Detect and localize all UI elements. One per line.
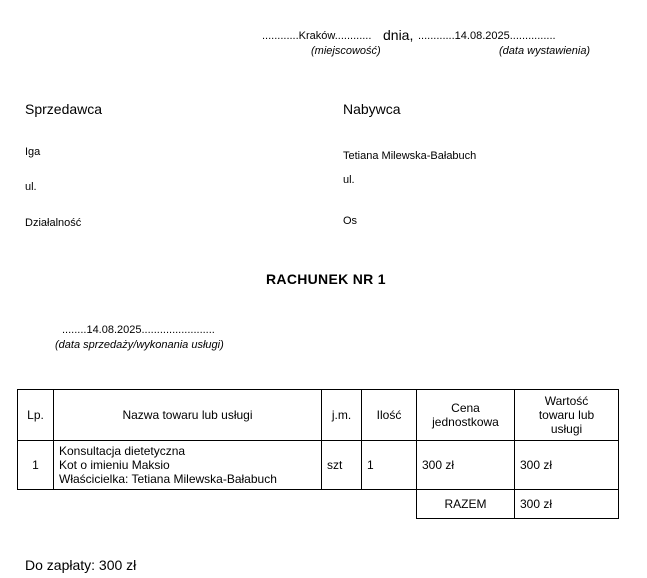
issue-date-caption: (data wystawienia) xyxy=(499,45,591,57)
row-name xyxy=(54,441,322,490)
buyer-street: ul. xyxy=(343,174,355,186)
sale-date-caption: (data sprzedaży/wykonania usługi) xyxy=(55,339,224,351)
seller-street: ul. xyxy=(25,181,37,193)
buyer-name: Tetiana Milewska-Bałabuch xyxy=(343,150,477,162)
row-qty: 1 xyxy=(362,441,417,490)
seller-heading: Sprzedawca xyxy=(25,101,103,117)
row-unit: szt xyxy=(322,441,362,490)
total-row xyxy=(18,490,619,519)
total-value: 300 zł xyxy=(515,490,619,519)
seller-name: Iga xyxy=(25,146,41,158)
table-header-row xyxy=(18,390,619,441)
buyer-heading: Nabywca xyxy=(343,101,401,117)
header-unit: j.m. xyxy=(322,390,362,441)
sale-date-field: ........14.08.2025........................ xyxy=(62,324,215,336)
header-price xyxy=(417,390,515,441)
place-field: ............Kraków............ xyxy=(262,30,372,42)
buyer-extra: Os xyxy=(343,215,358,227)
header-price-line-2: jednostkowa xyxy=(432,415,499,429)
header-price-line-1: Cena xyxy=(451,401,480,415)
row-name-line-1: Konsultacja dietetyczna xyxy=(59,444,186,458)
row-lp: 1 xyxy=(18,441,54,490)
header-value-line-3: usługi xyxy=(550,422,583,436)
row-value: 300 zł xyxy=(515,441,619,490)
row-price: 300 zł xyxy=(417,441,515,490)
header-lp: Lp. xyxy=(18,390,54,441)
header-name: Nazwa towaru lub usługi xyxy=(54,390,322,441)
header-value xyxy=(515,390,619,441)
dnia-label: dnia, xyxy=(383,27,414,43)
items-table xyxy=(17,389,619,519)
header-value-line-1: Wartość xyxy=(544,394,589,408)
place-caption: (miejscowość) xyxy=(311,45,381,57)
row-name-line-2: Kot o imieniu Maksio xyxy=(59,458,170,472)
header-value-line-2: towaru lub xyxy=(538,408,595,422)
seller-extra: Działalność xyxy=(25,217,82,229)
table-row xyxy=(18,441,619,490)
header-qty: Ilość xyxy=(362,390,417,441)
issue-date-field: ............14.08.2025............... xyxy=(418,30,556,42)
document-title: RACHUNEK NR 1 xyxy=(266,271,386,287)
row-name-line-3: Właścicielka: Tetiana Milewska-Bałabuch xyxy=(59,472,277,486)
amount-to-pay: Do zapłaty: 300 zł xyxy=(25,557,137,573)
total-label: RAZEM xyxy=(417,490,515,519)
